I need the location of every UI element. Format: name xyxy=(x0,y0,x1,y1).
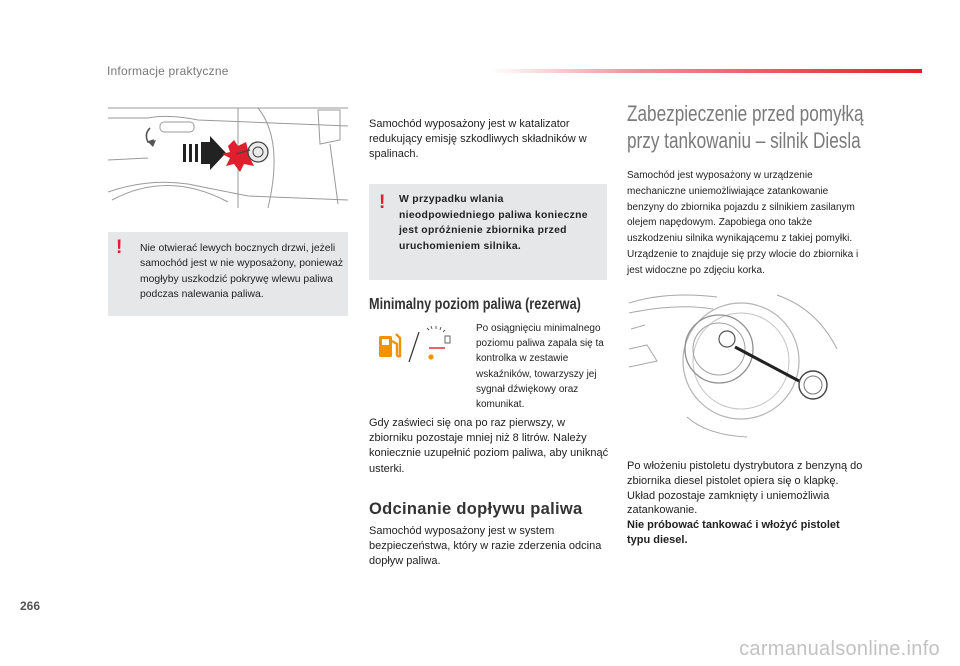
slash-divider xyxy=(409,332,419,362)
fuel-cutoff-heading: Odcinanie dopływu paliwa xyxy=(369,500,583,518)
header-rule xyxy=(490,69,922,73)
pistol-text: Po włożeniu pistoletu dystrybutora z benzyną do zbiornika diesel pistolet opiera się o klapkę. Układ pozostaje zamknięty i uniemożliwia zatankowanie. xyxy=(627,460,863,517)
warning-icon: ! xyxy=(379,192,386,213)
catalyst-paragraph: Samochód wyposażony jest w katalizator redukujący emisję szkodliwych składników w spalinach. xyxy=(369,118,587,160)
warning-icon: ! xyxy=(116,237,123,258)
misfuel-heading-line-1: Zabezpieczenie przed pomyłką xyxy=(627,101,864,126)
fuel-pump-icon xyxy=(379,334,400,357)
wrong-fuel-warning-box xyxy=(369,184,607,280)
fuel-gauge-icon xyxy=(427,326,450,360)
pistol-paragraph xyxy=(627,459,863,548)
fuel-warning-lamps xyxy=(375,322,470,368)
pistol-warning: Nie próbować tankować i włożyć pistolet typu diesel. xyxy=(627,519,840,546)
misfuel-description: Samochód jest wyposażony w urządzenie mechaniczne uniemożliwiające zatankowanie benzyny do zbiornika pojazdu z silnikiem zasilanym olejem napędowym. Zapobiega ono także uszkodzeniu silnika wynikającemu z takiej pomyłki. Urządzenie to znajduje się przy wlocie do zbiornika i jest widoczne po zdjęciu korka. xyxy=(627,170,859,276)
door-warning-text: Nie otwierać lewych bocznych drzwi, jeżeli samochód jest w nie wyposażony, ponieważ mogłyby uszkodzić pokrywę wlewu paliwa podczas nalewania paliwa. xyxy=(140,243,344,300)
misfuel-heading-line-2: przy tankowaniu – silnik Diesla xyxy=(627,128,861,153)
reserve-heading: Minimalny poziom paliwa (rezerwa) xyxy=(369,296,581,313)
page-section-title: Informacje praktyczne xyxy=(107,64,229,78)
misfuel-heading xyxy=(627,100,884,154)
wrong-fuel-warning-text: W przypadku wlania nieodpowiedniego paliwa konieczne jest opróżnienie zbiornika przed uruchomieniem silnika. xyxy=(399,194,588,252)
fuel-flap-illustration xyxy=(108,100,348,208)
door-warning-box xyxy=(108,232,348,316)
reserve-lamp-paragraph: Po osiągnięciu minimalnego poziomu paliwa zapala się ta kontrolka w zestawie wskaźników, towarzyszy jej sygnał dźwiękowy oraz komunikat. xyxy=(476,323,604,411)
diesel-filler-neck-photo xyxy=(627,289,867,439)
fuel-cutoff-paragraph: Samochód wyposażony jest w system bezpieczeństwa, który w razie zderzenia odcina dopływ paliwa. xyxy=(369,525,602,567)
reserve-first-lit-paragraph: Gdy zaświeci się ona po raz pierwszy, w zbiorniku pozostaje mniej niż 8 litrów. Należy koniecznie uzupełnić poziom paliwa, aby uniknąć usterki. xyxy=(369,417,609,475)
page-number: 266 xyxy=(20,599,41,613)
watermark: carmanualsonline.info xyxy=(739,638,940,660)
